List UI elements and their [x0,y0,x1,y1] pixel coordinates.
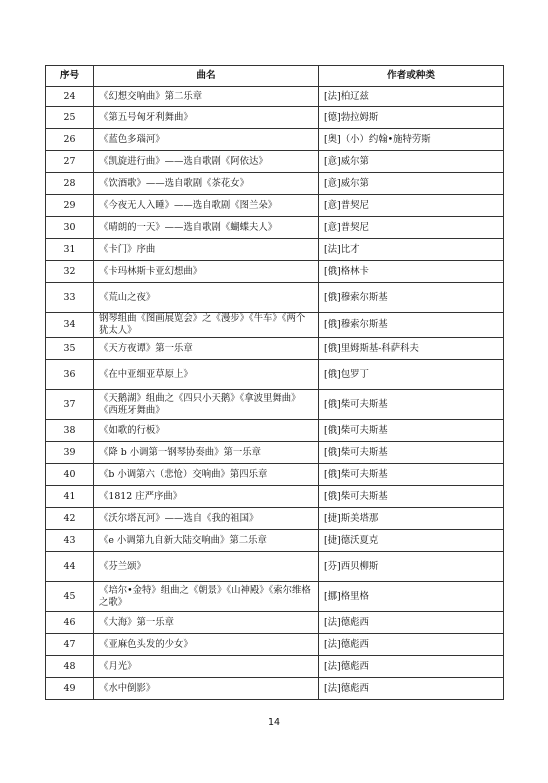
row-number: 29 [46,195,94,217]
row-number: 31 [46,239,94,261]
row-composer: [意]普契尼 [319,217,504,239]
row-number: 32 [46,261,94,283]
row-number: 48 [46,656,94,678]
row-composer: [捷]德沃夏克 [319,530,504,552]
row-title: 《天鹅湖》组曲之《四只小天鹅》《拿波里舞曲》《西班牙舞曲》 [94,390,319,420]
row-number: 25 [46,107,94,129]
table-row [46,612,504,634]
row-title: 《水中倒影》 [94,678,319,700]
header-title: 曲名 [94,66,319,87]
row-composer: [法]比才 [319,239,504,261]
row-number: 24 [46,87,94,107]
row-composer: [芬]西贝柳斯 [319,552,504,582]
table-row [46,390,504,420]
row-number: 40 [46,464,94,486]
table-row [46,678,504,700]
row-title: 《1812 庄严序曲》 [94,486,319,508]
row-composer: [俄]柴可夫斯基 [319,442,504,464]
row-composer: [俄]里姆斯基-科萨科夫 [319,338,504,360]
row-number: 42 [46,508,94,530]
row-composer: [挪]格里格 [319,582,504,612]
table-row [46,552,504,582]
row-title: 《幻想交响曲》第二乐章 [94,87,319,107]
table-row [46,283,504,313]
row-title: 《e 小调第九自新大陆交响曲》第二乐章 [94,530,319,552]
row-title: 《饮酒歌》——选自歌剧《茶花女》 [94,173,319,195]
table-row [46,129,504,151]
row-composer: [俄]穆索尔斯基 [319,313,504,338]
table-row [46,87,504,107]
row-composer: [法]德彪西 [319,678,504,700]
row-title: 《沃尔塔瓦河》——选自《我的祖国》 [94,508,319,530]
row-title: 《月光》 [94,656,319,678]
row-number: 44 [46,552,94,582]
row-composer: [法]德彪西 [319,634,504,656]
table-row [46,486,504,508]
row-number: 27 [46,151,94,173]
row-title: 《亚麻色头发的少女》 [94,634,319,656]
row-title: 《如歌的行板》 [94,420,319,442]
table-row [46,420,504,442]
row-title: 《卡门》序曲 [94,239,319,261]
page-number: 14 [267,717,281,728]
row-number: 49 [46,678,94,700]
row-composer: [法]德彪西 [319,656,504,678]
row-composer: [奥]（小）约翰•施特劳斯 [319,129,504,151]
row-number: 37 [46,390,94,420]
table-row [46,195,504,217]
row-composer: [俄]柴可夫斯基 [319,486,504,508]
row-number: 41 [46,486,94,508]
row-number: 38 [46,420,94,442]
row-number: 30 [46,217,94,239]
row-number: 35 [46,338,94,360]
row-title: 《芬兰颂》 [94,552,319,582]
table-body [46,87,504,700]
table-row [46,217,504,239]
header-no: 序号 [46,66,94,87]
table-row [46,656,504,678]
row-composer: [意]威尔第 [319,173,504,195]
header-composer: 作者或种类 [319,66,504,87]
row-title: 《卡玛林斯卡亚幻想曲》 [94,261,319,283]
table-row [46,261,504,283]
row-composer: [捷]斯美塔那 [319,508,504,530]
row-composer: [意]威尔第 [319,151,504,173]
row-number: 47 [46,634,94,656]
row-title: 《晴朗的一天》——选自歌剧《蝴蝶夫人》 [94,217,319,239]
row-number: 45 [46,582,94,612]
row-title: 《今夜无人入睡》——选自歌剧《图兰朵》 [94,195,319,217]
row-title: 《培尔•金特》组曲之《朝景》《山神殿》《索尔维格之歌》 [94,582,319,612]
table-row [46,239,504,261]
row-number: 26 [46,129,94,151]
row-composer: [俄]穆索尔斯基 [319,283,504,313]
row-title: 《第五号匈牙利舞曲》 [94,107,319,129]
table-row [46,107,504,129]
row-composer: [法]柏辽兹 [319,87,504,107]
table-row [46,313,504,338]
table-row [46,508,504,530]
row-composer: [俄]柴可夫斯基 [319,464,504,486]
row-number: 33 [46,283,94,313]
table-row [46,360,504,390]
row-composer: [俄]柴可夫斯基 [319,420,504,442]
row-title: 钢琴组曲《图画展览会》之《漫步》《牛车》《两个犹太人》 [94,313,319,338]
row-title: 《在中亚细亚草原上》 [94,360,319,390]
row-composer: [俄]柴可夫斯基 [319,390,504,420]
row-title: 《蓝色多瑙河》 [94,129,319,151]
table-row [46,582,504,612]
music-list-table [45,65,504,700]
table-row [46,464,504,486]
row-number: 46 [46,612,94,634]
table-row [46,151,504,173]
row-title: 《大海》第一乐章 [94,612,319,634]
table-row [46,338,504,360]
table-header-row [46,66,504,87]
table-row [46,442,504,464]
row-number: 28 [46,173,94,195]
row-number: 34 [46,313,94,338]
row-composer: [意]普契尼 [319,195,504,217]
table-row [46,530,504,552]
row-title: 《荒山之夜》 [94,283,319,313]
row-composer: [俄]格林卡 [319,261,504,283]
row-composer: [德]勃拉姆斯 [319,107,504,129]
row-composer: [法]德彪西 [319,612,504,634]
row-title: 《b 小调第六（悲怆）交响曲》第四乐章 [94,464,319,486]
table-row [46,173,504,195]
row-number: 36 [46,360,94,390]
row-number: 43 [46,530,94,552]
row-composer: [俄]包罗丁 [319,360,504,390]
row-title: 《降 b 小调第一钢琴协奏曲》第一乐章 [94,442,319,464]
row-title: 《凯旋进行曲》——选自歌剧《阿依达》 [94,151,319,173]
table-row [46,634,504,656]
row-title: 《天方夜谭》第一乐章 [94,338,319,360]
row-number: 39 [46,442,94,464]
